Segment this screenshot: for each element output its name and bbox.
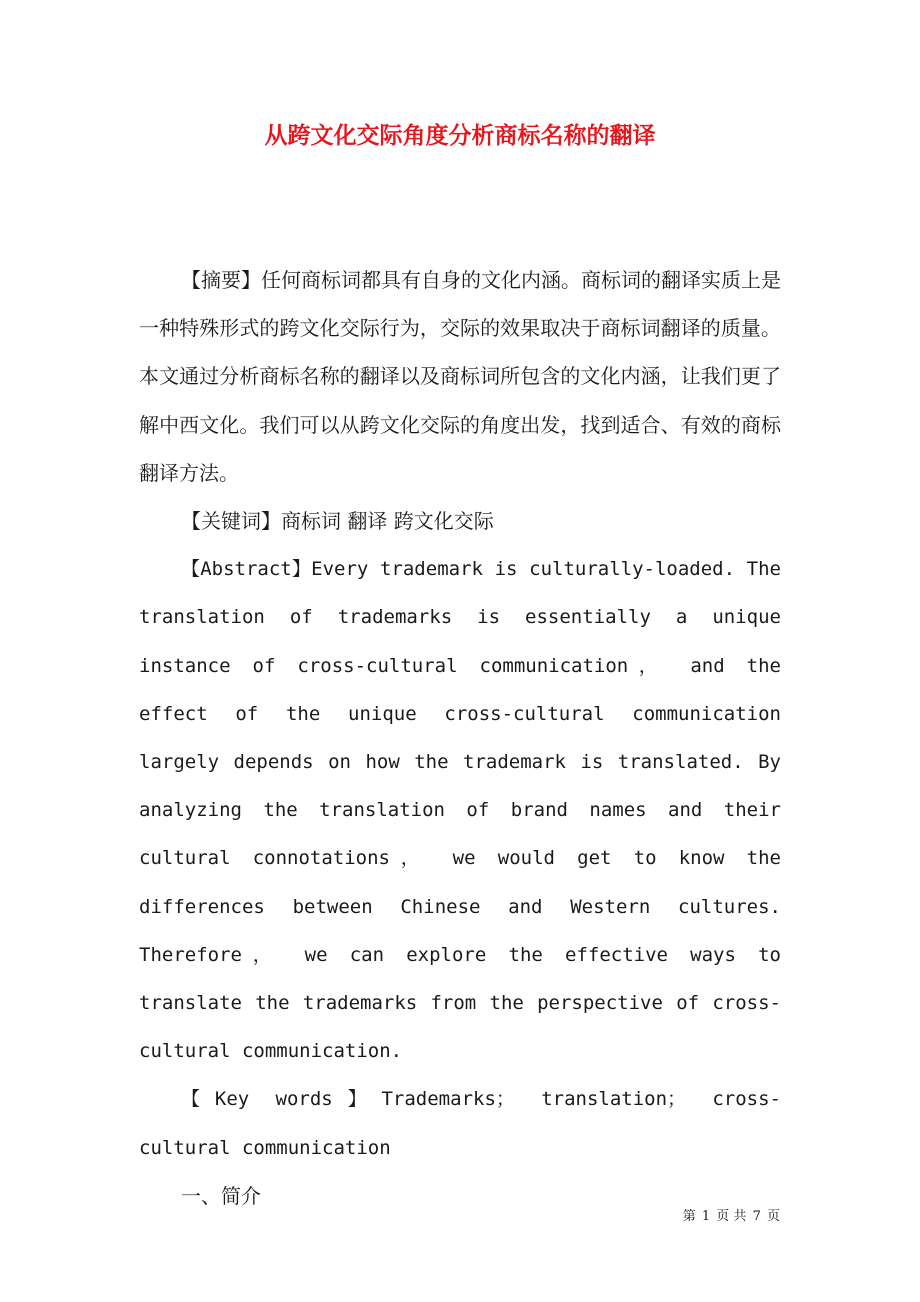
abstract-chinese: 【摘要】任何商标词都具有自身的文化内涵。商标词的翻译实质上是一种特殊形式的跨文化交际行为，交际的效果取决于商标词翻译的质量。本文通过分析商标名称的翻译以及商标词所包含的文化内涵，让我们更了解中西文化。我们可以从跨文化交际的角度出发，找到适合、有效的商标翻译方法。 (139, 268, 781, 485)
document-body (139, 256, 781, 1220)
footer-suffix: 页 (766, 1209, 780, 1224)
footer-middle: 页 共 (716, 1209, 747, 1224)
footer-total-pages: 7 (752, 1209, 761, 1224)
footer-current-page: 1 (701, 1209, 711, 1224)
document-title: 从跨文化交际角度分析商标名称的翻译 (264, 122, 656, 149)
keywords-chinese: 【关键词】商标词 翻译 跨文化交际 (181, 509, 494, 534)
footer-prefix: 第 (682, 1209, 696, 1224)
keywords-english: 【Key words】Trademarks； translation； cross-cultural communication (139, 1088, 781, 1159)
page-number-footer (682, 1207, 781, 1227)
section-heading-introduction: 一、简介 (181, 1183, 261, 1208)
abstract-english: 【Abstract】Every trademark is culturally-loaded. The translation of trademarks is essentially a unique instance of cross-cultural communication， and the effect of the unique cross-cultural communication largely depends on how the trademark is translated. By analyzing the translation of brand names and their cultural connotations， we would get to know the differences between Chinese and Western cultures. Therefore， we can explore the effective ways to translate the trademarks from the perspective of cross-cultural communication. (139, 558, 781, 1063)
